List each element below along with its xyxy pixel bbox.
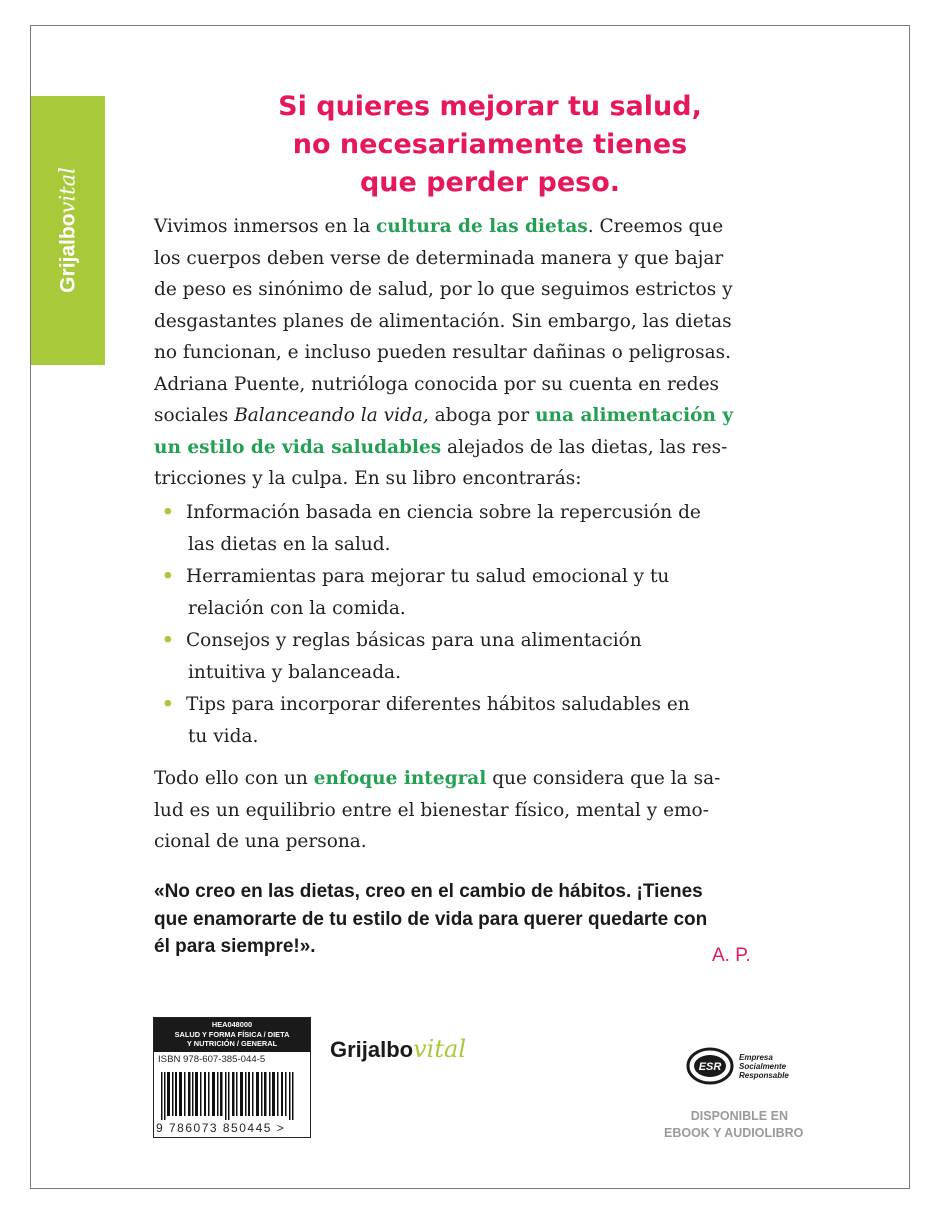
list-item: • Tips para incorporar diferentes hábitos saludables en tu vida.: [162, 689, 802, 753]
highlight-text: un estilo de vida saludables: [154, 436, 442, 458]
closing-paragraph: Todo ello con un enfoque integral que considera que la sa- lud es un equilibrio entre el bienestar físico, mental y emo- cional de una persona.: [154, 768, 721, 852]
barcode-digits: 9 786073 850445 >: [156, 1121, 286, 1135]
headline-line: que perder peso.: [359, 167, 621, 198]
headline: [150, 88, 830, 202]
barcode-bars: [161, 1072, 305, 1120]
highlight-text: enfoque integral: [313, 768, 487, 789]
bullet-icon: •: [162, 502, 174, 523]
esr-logo-icon: [685, 1045, 735, 1087]
intro-paragraph: Vivimos inmersos en la cultura de las dietas. Creemos que los cuerpos deben verse de determinada manera y que bajar de peso es sinónimo de salud, por lo que seguimos estrictos y desgastantes planes de alimentación. Sin embargo, las dietas no funcionan, e incluso pueden resultar dañinas o peligrosas. Adriana Puente, nutrióloga conocida por su cuenta en redes sociales Balanceando la vida, aboga por una alimentación y un estilo de vida saludables alejados de las dietas, las res- tricciones y la culpa. En su libro encontrarás:: [154, 216, 734, 489]
highlight-text: cultura de las dietas: [376, 216, 588, 237]
list-item: • Herramientas para mejorar tu salud emocional y tu relación con la comida.: [162, 561, 802, 625]
availability-note: DISPONIBLE EN EBOOK Y AUDIOLIBRO: [664, 1109, 804, 1140]
quote-attribution: A. P.: [712, 945, 751, 966]
headline-line: no necesariamente tienes: [292, 129, 688, 160]
isbn-barcode: [153, 1017, 311, 1138]
headline-line: Si quieres mejorar tu salud,: [278, 91, 702, 122]
feature-list: [162, 497, 802, 753]
bullet-icon: •: [162, 566, 174, 587]
publisher-logo: Grijalbovital: [330, 1035, 466, 1063]
bisac-header: HEA048000 SALUD Y FORMA FÍSICA / DIETA Y NUTRICIÓN / GENERAL: [154, 1018, 310, 1052]
svg-text:ESR: ESR: [698, 1061, 722, 1073]
highlight-text: una alimentación y: [535, 405, 734, 426]
bullet-icon: •: [162, 694, 174, 715]
isbn-label: ISBN 978-607-385-044-5: [158, 1053, 266, 1065]
author-quote: «No creo en las dietas, creo en el cambio de hábitos. ¡Tienes que enamorarte de tu estilo de vida para querer quedarte con él para siempre!».: [154, 881, 708, 957]
imprint-logo-vertical: Grijalbovital: [55, 167, 80, 293]
list-item: • Consejos y reglas básicas para una alimentación intuitiva y balanceada.: [162, 625, 802, 689]
account-name: Balanceando la vida,: [234, 405, 429, 426]
bullet-icon: •: [162, 630, 174, 651]
esr-badge: [685, 1045, 795, 1087]
esr-label: Empresa Socialmente Responsable: [739, 1053, 789, 1080]
list-item: • Información basada en ciencia sobre la repercusión de las dietas en la salud.: [162, 497, 802, 561]
